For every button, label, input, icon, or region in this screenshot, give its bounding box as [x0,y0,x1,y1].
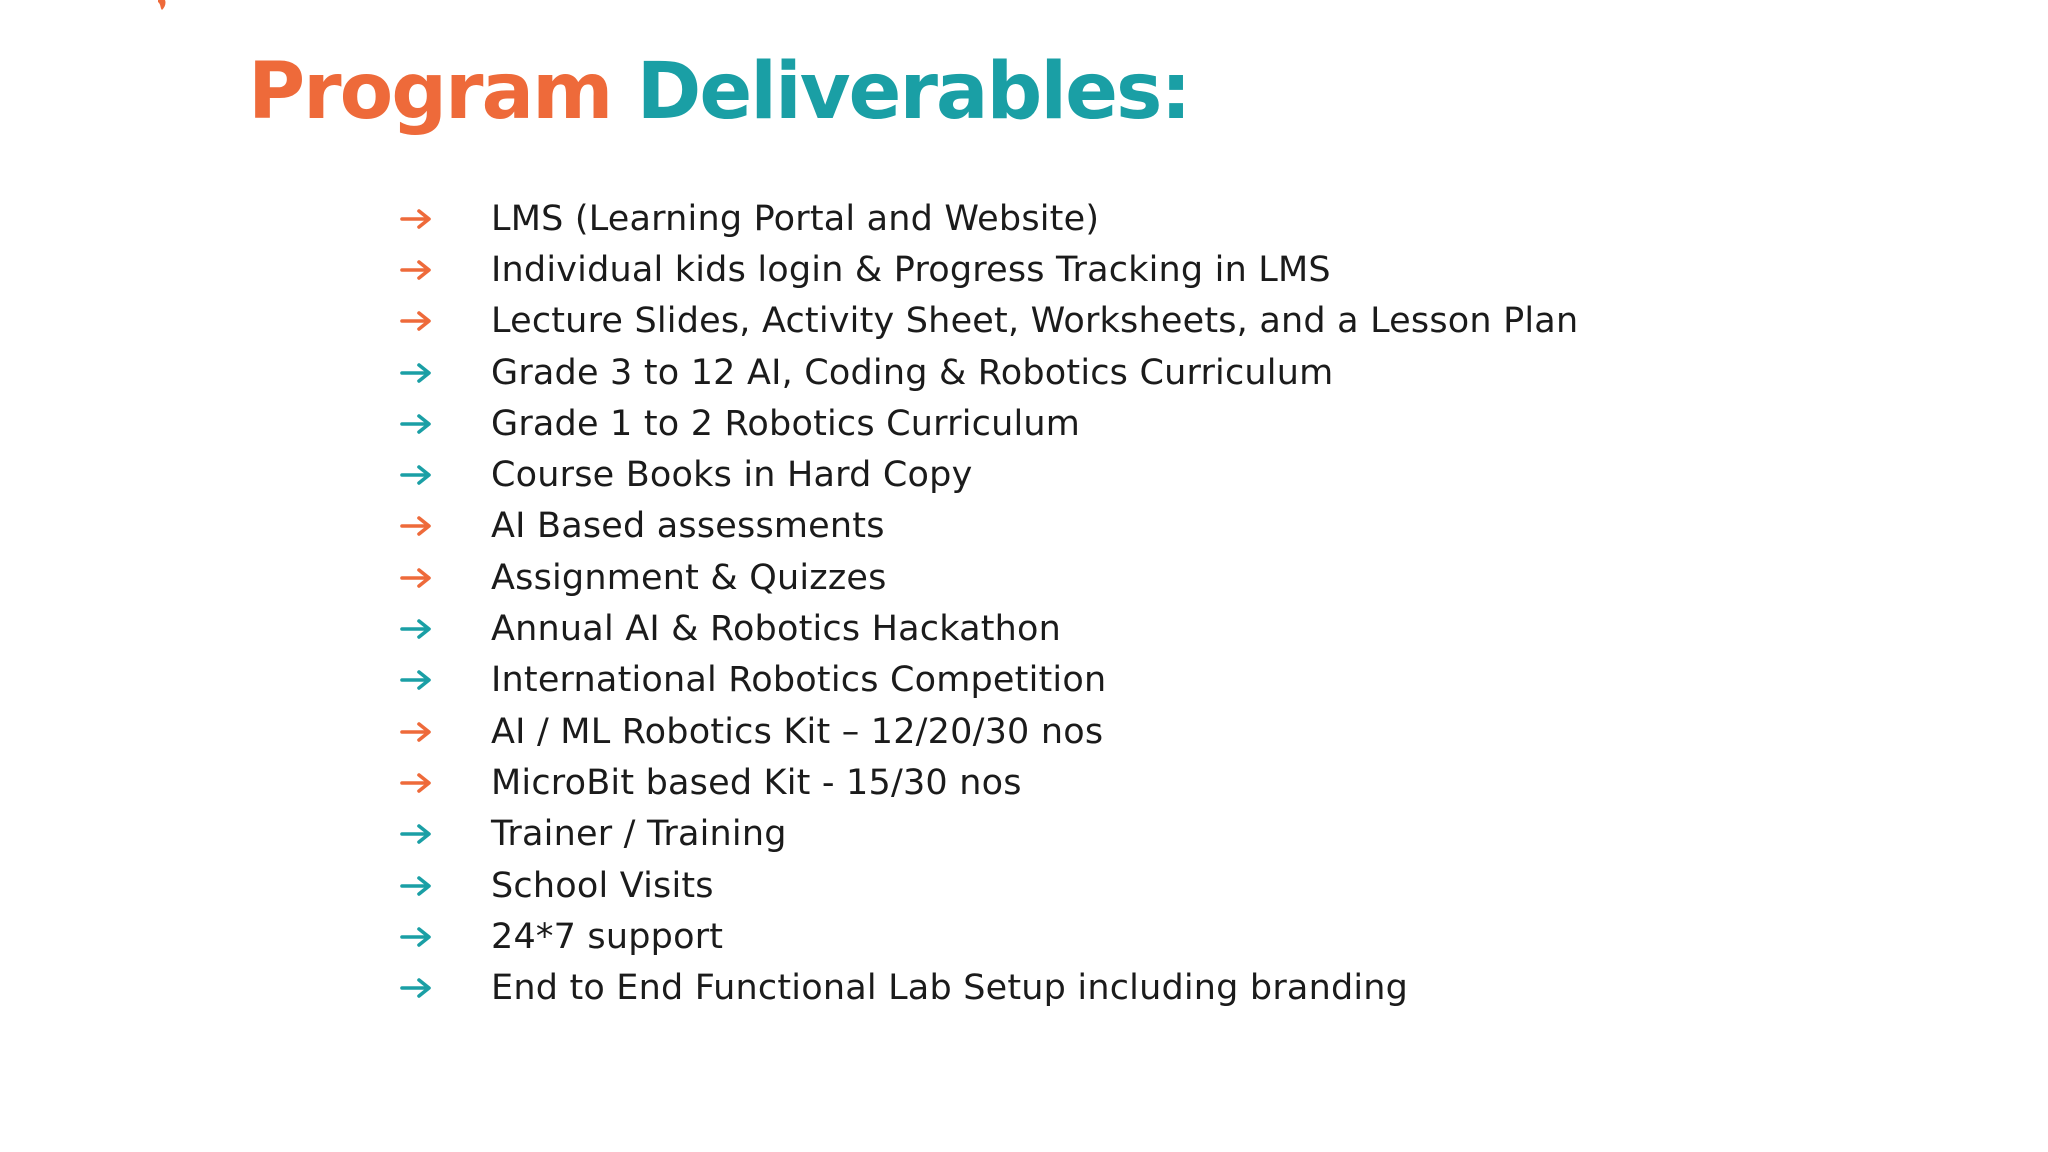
arrow-right-icon [400,875,434,897]
list-item [400,296,1578,347]
list-item [400,552,1578,603]
list-item-label: LMS (Learning Portal and Website) [491,198,1100,239]
arrow-right-icon [400,310,434,332]
list-item-label: Annual AI & Robotics Hackathon [491,609,1062,650]
arrow-right-icon [400,464,434,486]
list-item-label: Grade 3 to 12 AI, Coding & Robotics Curriculum [491,352,1334,393]
title-word-program: Program [248,47,612,137]
arrow-right-icon [400,259,434,281]
list-item [400,962,1578,1013]
list-item [400,655,1578,706]
list-item [400,347,1578,398]
arrow-right-icon [400,721,434,743]
list-item-label: Course Books in Hard Copy [491,455,973,496]
arrow-right-icon [400,823,434,845]
title-word-deliverables: Deliverables: [636,47,1190,137]
arrow-right-icon [400,618,434,640]
arrow-right-icon [400,977,434,999]
list-item [400,860,1578,911]
list-item-label: AI Based assessments [491,506,885,547]
list-item-label: 24*7 support [491,916,724,957]
list-item-label: Grade 1 to 2 Robotics Curriculum [491,403,1081,444]
list-item-label: Assignment & Quizzes [491,557,887,598]
arrow-right-icon [400,772,434,794]
list-item [400,244,1578,295]
list-item-label: MicroBit based Kit - 15/30 nos [491,762,1022,803]
arrow-right-icon [400,515,434,537]
list-item [400,449,1578,500]
list-item [400,603,1578,654]
list-item-label: Trainer / Training [491,814,787,855]
arrow-right-icon [400,413,434,435]
list-item-label: School Visits [491,865,714,906]
arrow-right-icon [400,926,434,948]
list-item [400,193,1578,244]
arrow-right-icon [400,567,434,589]
arrow-right-icon [400,362,434,384]
arrow-right-icon [400,208,434,230]
list-item-label: Individual kids login & Progress Tracking in LMS [491,249,1331,290]
list-item-label: International Robotics Competition [491,660,1107,701]
list-item [400,911,1578,962]
corner-mark-icon [150,0,172,16]
arrow-right-icon [400,669,434,691]
list-item [400,757,1578,808]
list-item [400,809,1578,860]
list-item [400,398,1578,449]
page-title [248,42,1190,142]
list-item [400,706,1578,757]
list-item-label: AI / ML Robotics Kit – 12/20/30 nos [491,711,1104,752]
list-item-label: End to End Functional Lab Setup including branding [491,968,1409,1009]
list-item [400,501,1578,552]
list-item-label: Lecture Slides, Activity Sheet, Worksheets, and a Lesson Plan [491,301,1579,342]
deliverables-list [400,193,1578,1014]
